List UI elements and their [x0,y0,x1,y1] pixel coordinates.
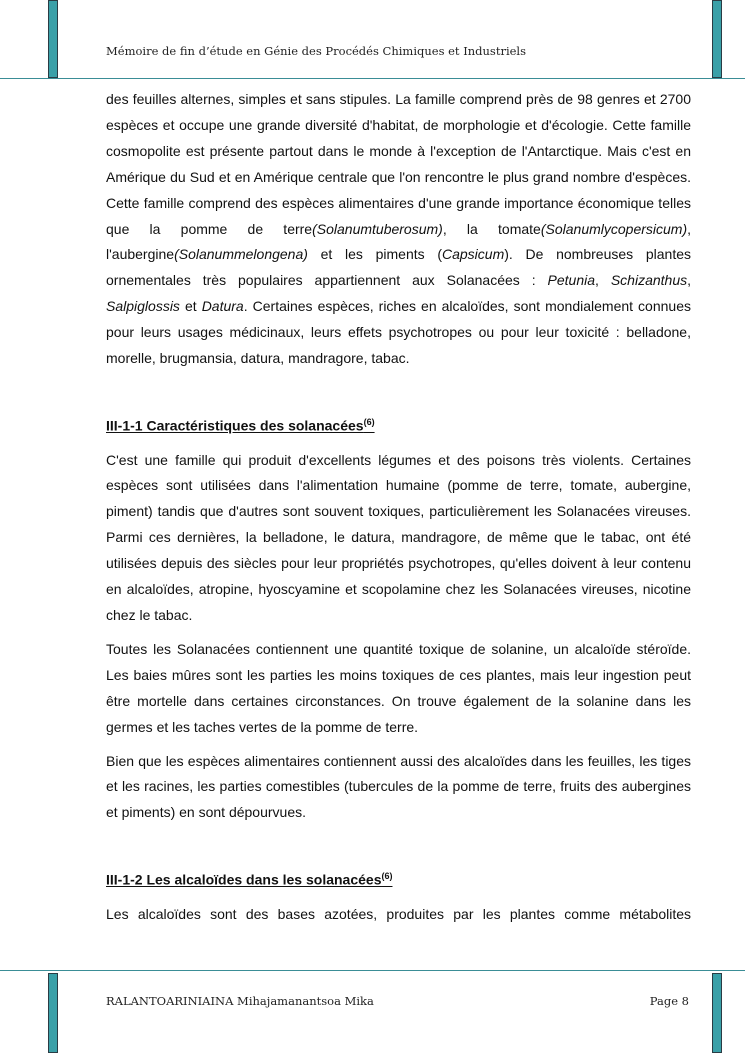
section1-paragraph: Toutes les Solanacées contiennent une quantité toxique de solanine, un alcaloïde stéroïde. Les baies mûres sont les parties les moins toxiques de ces plantes, mais leur ingestion peut être mortelle dans certaines circonstances. On trouve également de la solanine dans les germes et les taches vertes de la pomme de terre. [106,640,691,735]
footer-author: RALANTOARINIAINA Mihajamanantsoa Mika [106,994,374,1008]
footer-right-bar [712,973,722,1053]
header-left-bar [48,0,58,78]
footer-rule [0,970,745,971]
section2-paragraph: Les alcaloïdes sont des bases azotées, produites par les plantes comme métabolites [106,905,691,922]
header-right-bar [712,0,722,78]
header-title: Mémoire de fin d’étude en Génie des Procédés Chimiques et Industriels [106,44,527,58]
section-heading-alkaloids: III-1-2 Les alcaloïdes dans les solanacées$^{(6)}$ [106,871,393,888]
page-content [106,87,691,936]
section1-paragraph: Bien que les espèces alimentaires contiennent aussi des alcaloïdes dans les feuilles, les tiges et les racines, les parties comestibles (tubercules de la pomme de terre, fruits des aubergines et piments) en sont dépourvues. [106,752,691,821]
header-rule [0,78,745,79]
section1-paragraph: C'est une famille qui produit d'excellents légumes et des poisons très violents. Certaines espèces sont utilisées dans l'alimentation humaine (pomme de terre, tomate, aubergine, piment) tandis que d'autres sont souvent toxiques, particulièrement les Solanacées vireuses. Parmi ces dernières, la belladone, le datura, mandragore, de même que le tabac, ont été utilisées depuis des siècles pour leur propriétés psychotropes, qu'elles doivent à leur contenu en alcaloïdes, atropine, hyoscyamine et scopolamine chez les Solanacées vireuses, nicotine chez le tabac. [106,451,691,623]
footer-left-bar [48,973,58,1053]
intro-paragraph: des feuilles alternes, simples et sans stipules. La famille comprend près de 98 genres et 2700 espèces et occupe une grande diversité d'habitat, de morphologie et d'écologie. Cette famille cosmopolite est présente partout dans le monde à l'exception de l'Antarctique. Mais c'est en Amérique du Sud et en Amérique centrale que l'on rencontre le plus grand nombre d'espèces. Cette famille comprend des espèces alimentaires d'une grande importance économique telles que la pomme de terre(Solanumtuberosum), la tomate(Solanumlycopersicum), l'aubergine(Solanummelongena) et les piments (Capsicum). De nombreuses plantes ornementales très populaires appartiennent aux Solanacées : Petunia, Schizanthus, Salpiglossis et Datura. Certaines espèces, riches en alcaloïdes, sont mondialement connues pour leurs usages médicinaux, leurs effets psychotropes ou pour leur toxicité : belladone, morelle, brugmansia, datura, mandragore, tabac. [106,91,692,367]
page-number: Page 8 [649,994,689,1008]
section-heading-characteristics: III-1-1 Caractéristiques des solanacées$^{(6)}$ [106,416,375,434]
